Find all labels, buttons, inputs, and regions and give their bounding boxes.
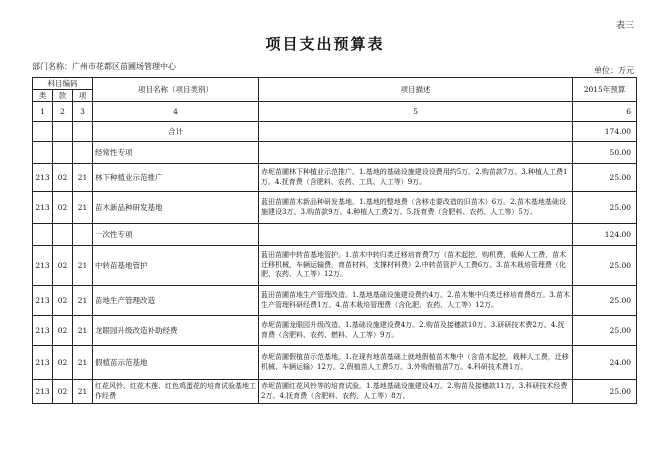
cell-project-name: 林下种植业示范推广 xyxy=(93,164,259,192)
cell-section xyxy=(53,122,73,142)
cell-section: 02 xyxy=(53,380,73,404)
cell-section: 02 xyxy=(53,346,73,380)
header-row-1 xyxy=(33,78,637,90)
cell-item: 21 xyxy=(73,286,93,316)
cell-class: 213 xyxy=(33,164,53,192)
cell-item: 21 xyxy=(73,316,93,346)
cell-section: 02 xyxy=(53,316,73,346)
header-item: 项 xyxy=(73,90,93,102)
index-row xyxy=(33,102,637,122)
index-cell: 3 xyxy=(73,102,93,122)
page-title: 项目支出预算表 xyxy=(265,35,385,53)
budget-table xyxy=(32,77,637,404)
cell-project-desc: 赤坭苗圃假植苗示范基地。1.在现有地苗基础上就地假植苗木集中（含苗木起挖，栽种人工费，迁移机械、车辆运输）12万。2.假植苗人工费5万。3.外购假植苗7万。4.科研技术费1万。 xyxy=(259,346,573,380)
cell-class: 213 xyxy=(33,346,53,380)
unit-label: 单位：万元 xyxy=(594,66,634,75)
page-label: 表三 xyxy=(615,21,634,31)
cell-project-name: 假植苗示范基地 xyxy=(93,346,259,380)
header-subject-code: 科目编码 xyxy=(33,78,93,90)
cell-item: 21 xyxy=(73,164,93,192)
cell-amount: 174.00 xyxy=(573,122,637,142)
cell-project-desc xyxy=(259,122,573,142)
cell-item xyxy=(73,224,93,246)
table-row xyxy=(33,316,637,346)
header-project-name: 项目名称（项目类别） xyxy=(93,78,259,102)
total-row xyxy=(33,122,637,142)
cell-amount: 124.00 xyxy=(573,224,637,246)
cell-amount: 50.00 xyxy=(573,142,637,164)
cell-class xyxy=(33,224,53,246)
index-cell: 6 xyxy=(573,102,637,122)
cell-class xyxy=(33,142,53,164)
cell-amount: 25.00 xyxy=(573,380,637,404)
cell-project-name: 经常性专项 xyxy=(93,142,259,164)
cell-section xyxy=(53,224,73,246)
cell-project-desc: 蓝田苗圃苗地生产管理改造。1.基地基础设施建设费约4万。2.苗木集中归类迁移培育费8万。3.苗木生产管理科研经费1万。4.苗木栽培管理费（含化肥、农药、人工等）12万。 xyxy=(259,286,573,316)
cell-project-desc: 赤坭苗圃林下种植业示范推广。1.基地的基础设施建设设费用约5万。2.购苗款7万。3.种植人工费1万。4.抚育费（含肥料、农药、工具、人工等）9万。 xyxy=(259,164,573,192)
cell-item xyxy=(73,142,93,164)
department-name: 部门名称：广州市花都区苗圃场管理中心 xyxy=(32,62,176,71)
header-project-desc: 项目描述 xyxy=(259,78,573,102)
index-cell: 4 xyxy=(93,102,259,122)
cell-item xyxy=(73,122,93,142)
cell-amount: 24.00 xyxy=(573,346,637,380)
cell-section xyxy=(53,142,73,164)
cell-project-name: 龙眼园升级改造补助经费 xyxy=(93,316,259,346)
index-cell: 2 xyxy=(53,102,73,122)
cell-item: 21 xyxy=(73,380,93,404)
cell-section: 02 xyxy=(53,164,73,192)
cell-project-desc: 赤坭苗圃龙眼园升级改造。1.基础设施建设费4万。2.购苗及接穗款10万。3.研研技术费2万。4.抚育费（含肥料、农药、燃料、人工等）9万。 xyxy=(259,316,573,346)
header-budget-2015: 2015年预算 xyxy=(573,78,637,102)
cell-project-name: 中转苗基地管护 xyxy=(93,246,259,286)
cell-class: 213 xyxy=(33,246,53,286)
category-row xyxy=(33,142,637,164)
cell-project-name: 苗地生产管理改造 xyxy=(93,286,259,316)
cell-project-desc: 赤坭苗圃红花风铃等的培育试验。1.基地基础设施建设4万。2.购苗及接穗款11万。3.科研技术经费2万。4.抚育费（含肥料、农药、人工等）8万。 xyxy=(259,380,573,404)
table-row xyxy=(33,164,637,192)
index-cell: 1 xyxy=(33,102,53,122)
cell-section: 02 xyxy=(53,286,73,316)
cell-class: 213 xyxy=(33,192,53,224)
cell-project-desc xyxy=(259,224,573,246)
cell-amount: 25.00 xyxy=(573,286,637,316)
cell-section: 02 xyxy=(53,192,73,224)
cell-project-desc xyxy=(259,142,573,164)
cell-project-desc: 蓝田苗圃中转苗基地管护。1.苗木中转归类迁移培育费7万（苗木起挖，购机费，栽种人工费，苗木迁移机械，车辆运输费，育苗材料，支撑材料费）2.中转苗管护人工费6万。3.苗木栽培管理费（化肥、农药、人工等）12万。 xyxy=(259,246,573,286)
table-row xyxy=(33,286,637,316)
cell-amount: 25.00 xyxy=(573,316,637,346)
cell-project-name: 合计 xyxy=(93,122,259,142)
cell-item: 21 xyxy=(73,192,93,224)
category-row xyxy=(33,224,637,246)
cell-project-name: 苗木新品种研发基地 xyxy=(93,192,259,224)
cell-class xyxy=(33,122,53,142)
cell-project-name: 一次性专项 xyxy=(93,224,259,246)
cell-class: 213 xyxy=(33,286,53,316)
cell-class: 213 xyxy=(33,316,53,346)
header-class: 类 xyxy=(33,90,53,102)
cell-amount: 25.00 xyxy=(573,164,637,192)
cell-project-desc: 蓝田苗圃苗木新品种研发基地。1.基地的整地费（含移走要改造的旧苗木）6万。2.苗木基地基础设施建设3万。3.购苗款9万。4.种植人工费2万。5.抚育费（含肥料、农药、人工等）5万。 xyxy=(259,192,573,224)
table-row xyxy=(33,346,637,380)
cell-item: 21 xyxy=(73,246,93,286)
header-section: 款 xyxy=(53,90,73,102)
cell-amount: 25.00 xyxy=(573,246,637,286)
cell-amount: 25.00 xyxy=(573,192,637,224)
cell-section: 02 xyxy=(53,246,73,286)
cell-item: 21 xyxy=(73,346,93,380)
table-row xyxy=(33,380,637,404)
cell-project-name: 红花风铃、红花木莲、红色鸡蛋花的培育试验基地工作经费 xyxy=(93,380,259,404)
table-row xyxy=(33,246,637,286)
table-row xyxy=(33,192,637,224)
cell-class: 213 xyxy=(33,380,53,404)
index-cell: 5 xyxy=(259,102,573,122)
